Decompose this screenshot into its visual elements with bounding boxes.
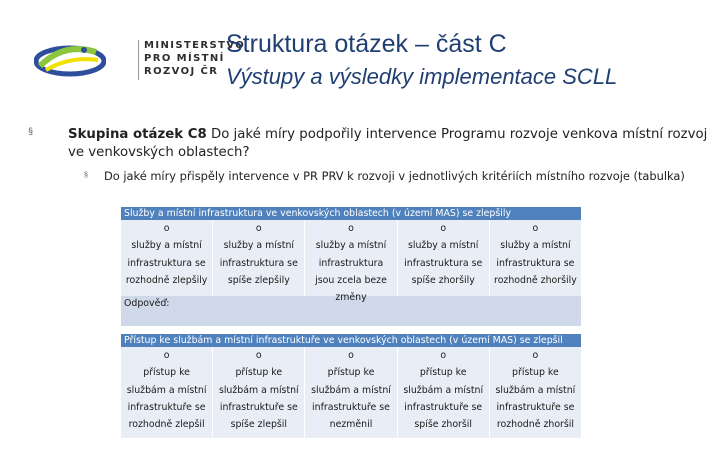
ministry-logo-icon [34,36,106,86]
option-cell[interactable]: o přístup ke službám a místní infrastruktuře se nezměnil [305,347,397,438]
question-group-label: Skupina otázek C8 [68,127,207,142]
option-cell[interactable]: o služby a místní infrastruktura se rozhodně zlepšily [121,220,213,296]
option-cell[interactable]: o přístup ke službám a místní infrastruktuře se rozhodně zhoršil [495,350,576,431]
logo-line-2: PRO MÍSTNÍ [144,53,225,64]
option-cell[interactable]: o přístup ke službám a místní infrastruktuře se spíše zlepšil [213,347,305,438]
bullet-icon: § [28,126,34,136]
option-cell[interactable]: o služby a místní infrastruktura jsou zcela beze změny [305,220,397,296]
table-access [121,334,581,438]
sub-bullet-icon: § [84,172,88,179]
logo-divider [138,40,139,80]
logo-line-1: MINISTERSTVO [144,40,246,51]
option-cell[interactable]: o přístup ke službám a místní infrastruktuře se rozhodně zlepšil [121,347,213,438]
option-cell[interactable]: o služby a místní infrastruktura se spíše zlepšily [213,220,305,296]
question-body: Do jaké míry podpořily intervence Programu rozvoje venkova místní rozvoj ve venkovských oblastech? [68,127,708,160]
table-options-row [121,347,581,438]
table-header: Služby a místní infrastruktura ve venkovských oblastech (v území MAS) se zlepšily [121,207,581,220]
slide-subtitle: Výstupy a výsledky implementace SCLL [226,64,618,89]
logo-line-3: ROZVOJ ČR [144,66,219,77]
table-services [121,207,581,326]
option-cell[interactable]: o služby a místní infrastruktura se rozhodně zhoršily [494,223,577,286]
sub-question-text: Do jaké míry přispěly intervence v PR PRV k rozvoji v jednotlivých kritériích místního rozvoje (tabulka) [104,169,685,183]
option-cell[interactable]: o služby a místní infrastruktura se spíše zhoršily [398,220,490,296]
option-cell[interactable]: o přístup ke službám a místní infrastruktuře se spíše zhoršil [398,347,490,438]
ministry-logo [34,36,246,86]
slide-title: Struktura otázek – část C [226,30,507,58]
question-text [68,126,708,162]
table-header: Přístup ke službám a místní infrastruktuře ve venkovských oblastech (v území MAS) se zlepšil [121,334,581,347]
answer-label: Odpověď: [124,298,170,309]
